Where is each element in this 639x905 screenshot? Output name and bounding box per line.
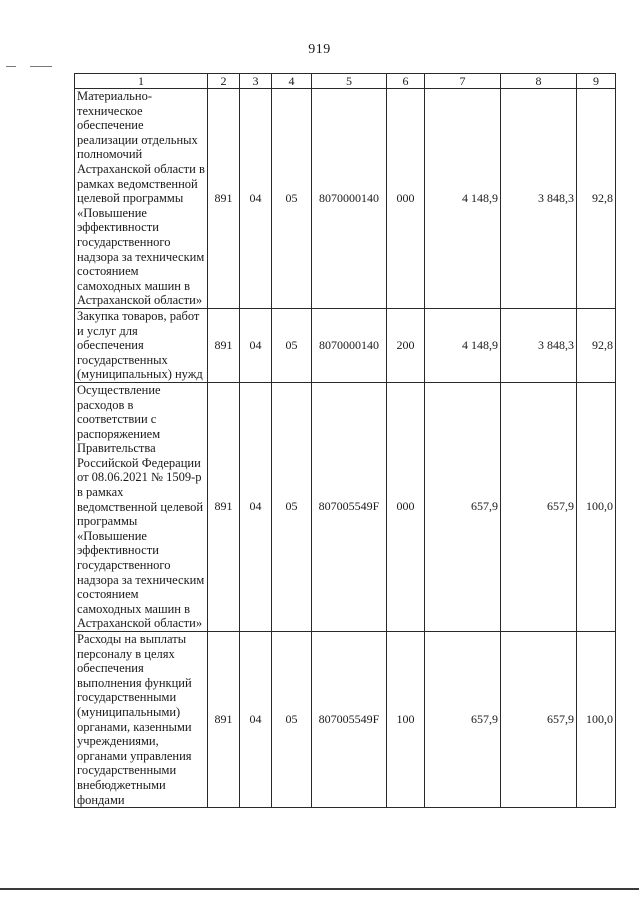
header-col-2: 2	[208, 74, 240, 89]
row-name-cell: Закупка товаров, работ и услуг для обеспечения государственных (муниципальных) нужд	[75, 308, 208, 382]
expense-type-cell: 000	[387, 89, 425, 309]
percent-cell: 100,0	[577, 382, 616, 631]
scan-artifact	[30, 66, 52, 67]
planned-amount-cell: 4 148,9	[425, 308, 501, 382]
header-col-6: 6	[387, 74, 425, 89]
header-col-5: 5	[312, 74, 387, 89]
planned-amount-cell: 657,9	[425, 382, 501, 631]
executed-amount-cell: 3 848,3	[501, 308, 577, 382]
row-name-cell: Материально-техническое обеспечение реализации отдельных полномочий Астраханской области в рамках ведомственной целевой программы «Повышение эффективности государственного надзора за техническим состоянием самоходных машин в Астраханской области»	[75, 89, 208, 309]
percent-cell: 100,0	[577, 632, 616, 808]
executed-amount-cell: 657,9	[501, 382, 577, 631]
budget-table	[74, 73, 616, 808]
header-col-7: 7	[425, 74, 501, 89]
ministry-code-cell: 891	[208, 382, 240, 631]
ministry-code-cell: 891	[208, 308, 240, 382]
table-row	[75, 382, 616, 631]
row-name-cell: Расходы на выплаты персоналу в целях обеспечения выполнения функций государственными (муниципальными) органами, казенными учреждениями, органами управления государственными внебюджетными фондами	[75, 632, 208, 808]
target-item-cell: 8070000140	[312, 89, 387, 309]
percent-cell: 92,8	[577, 308, 616, 382]
executed-amount-cell: 3 848,3	[501, 89, 577, 309]
row-name-cell: Осуществление расходов в соответствии с распоряжением Правительства Российской Федерации от 08.06.2021 № 1509-р в рамках ведомственной целевой программы «Повышение эффективности государственного надзора за техническим состоянием самоходных машин в Астраханской области»	[75, 382, 208, 631]
section-code-cell: 04	[240, 632, 272, 808]
section-code-cell: 04	[240, 89, 272, 309]
executed-amount-cell: 657,9	[501, 632, 577, 808]
subsection-code-cell: 05	[272, 89, 312, 309]
expense-type-cell: 000	[387, 382, 425, 631]
subsection-code-cell: 05	[272, 308, 312, 382]
planned-amount-cell: 657,9	[425, 632, 501, 808]
page-bottom-rule	[0, 888, 639, 890]
planned-amount-cell: 4 148,9	[425, 89, 501, 309]
page-number: 919	[308, 42, 331, 57]
expense-type-cell: 200	[387, 308, 425, 382]
target-item-cell: 807005549F	[312, 632, 387, 808]
scan-artifact	[6, 66, 16, 67]
target-item-cell: 8070000140	[312, 308, 387, 382]
subsection-code-cell: 05	[272, 632, 312, 808]
target-item-cell: 807005549F	[312, 382, 387, 631]
table-row	[75, 308, 616, 382]
header-col-1: 1	[75, 74, 208, 89]
table-row	[75, 632, 616, 808]
expense-type-cell: 100	[387, 632, 425, 808]
subsection-code-cell: 05	[272, 382, 312, 631]
ministry-code-cell: 891	[208, 89, 240, 309]
percent-cell: 92,8	[577, 89, 616, 309]
ministry-code-cell: 891	[208, 632, 240, 808]
section-code-cell: 04	[240, 308, 272, 382]
section-code-cell: 04	[240, 382, 272, 631]
header-col-4: 4	[272, 74, 312, 89]
table-row	[75, 89, 616, 309]
header-col-3: 3	[240, 74, 272, 89]
header-col-8: 8	[501, 74, 577, 89]
header-col-9: 9	[577, 74, 616, 89]
header-row	[75, 74, 616, 89]
